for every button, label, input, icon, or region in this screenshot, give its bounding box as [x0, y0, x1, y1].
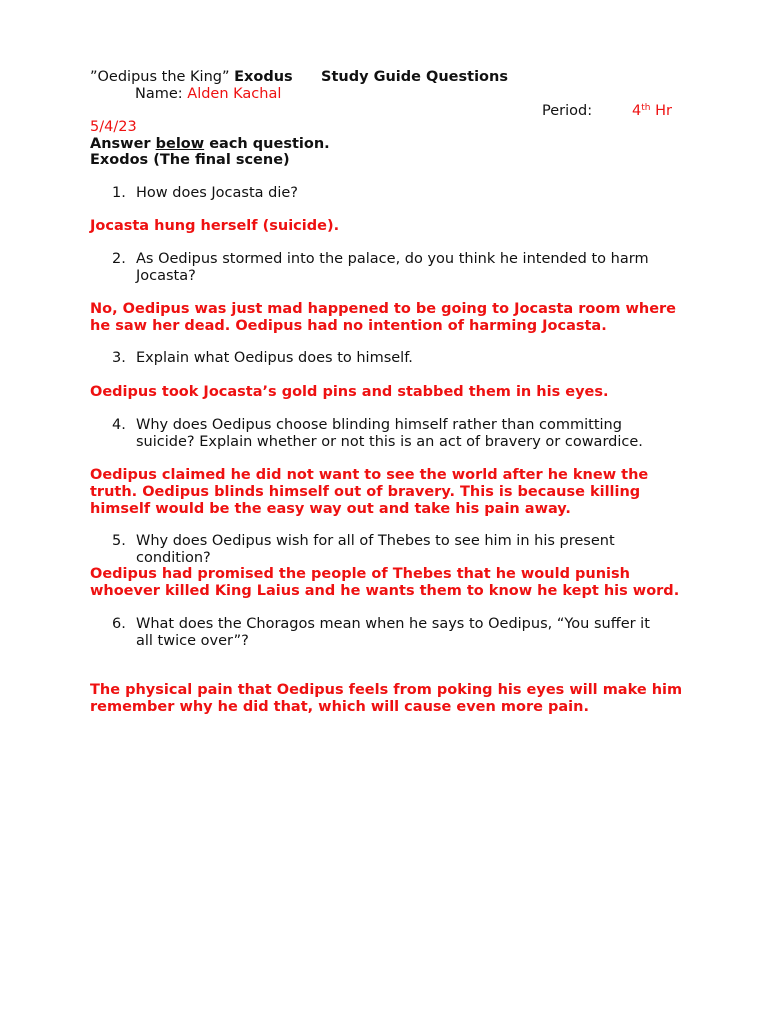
question-text: Explain what Oedipus does to himself. — [136, 350, 413, 366]
study-guide-heading: Study Guide Questions — [321, 69, 508, 85]
period-value — [632, 103, 672, 120]
question-2 — [112, 251, 672, 285]
period-number: 4 — [632, 103, 642, 119]
instruction-part1: Answer — [90, 136, 156, 152]
answer-1: Jocasta hung herself (suicide). — [90, 218, 340, 234]
document-title — [90, 69, 293, 86]
question-6 — [112, 616, 672, 650]
question-1 — [112, 185, 672, 202]
question-number: 1. — [112, 185, 126, 201]
question-number: 6. — [112, 616, 126, 632]
answer-5: Oedipus had promised the people of Thebes that he would punish whoever killed King Laius and he wants them to know he kept his word. — [90, 566, 680, 599]
question-text: What does the Choragos mean when he says to Oedipus, “You suffer it all twice over”? — [136, 616, 650, 649]
answer-6: The physical pain that Oedipus feels from poking his eyes will make him remember why he did that, which will cause even more pain. — [90, 682, 683, 715]
name-label: Name: — [135, 86, 183, 102]
title-prefix: ”Oedipus the King” — [90, 69, 230, 85]
period-suffix: Hr — [650, 103, 672, 119]
question-4 — [112, 417, 672, 451]
question-number: 2. — [112, 251, 126, 267]
answer-2: No, Oedipus was just mad happened to be going to Jocasta room where he saw her dead. Oedipus had no intention of harming Jocasta. — [90, 301, 677, 334]
section-title: Exodos (The final scene) — [90, 152, 290, 168]
period-label: Period: — [542, 103, 593, 119]
question-3 — [112, 350, 672, 367]
question-number: 5. — [112, 533, 126, 549]
instruction — [90, 136, 330, 153]
name-line — [135, 86, 281, 103]
date: 5/4/23 — [90, 119, 137, 135]
question-text: How does Jocasta die? — [136, 185, 298, 201]
instruction-underline: below — [155, 136, 205, 152]
answer-4: Oedipus claimed he did not want to see the world after he knew the truth. Oedipus blinds himself out of bravery. This is because killing himself would be the easy way out and take his pain away. — [90, 467, 649, 517]
question-text: Why does Oedipus wish for all of Thebes to see him in his present condition? — [136, 533, 615, 566]
name-value: Alden Kachal — [187, 86, 282, 102]
title-bold: Exodus — [234, 69, 293, 85]
question-number: 4. — [112, 417, 126, 433]
question-number: 3. — [112, 350, 126, 366]
answer-3: Oedipus took Jocasta’s gold pins and stabbed them in his eyes. — [90, 384, 609, 400]
question-text: Why does Oedipus choose blinding himself rather than committing suicide? Explain whether or not this is an act of bravery or cowardice. — [136, 417, 643, 450]
period-superscript: th — [641, 103, 651, 113]
question-text: As Oedipus stormed into the palace, do you think he intended to harm Jocasta? — [136, 251, 649, 284]
question-5 — [112, 533, 672, 567]
instruction-part2: each question. — [204, 136, 330, 152]
